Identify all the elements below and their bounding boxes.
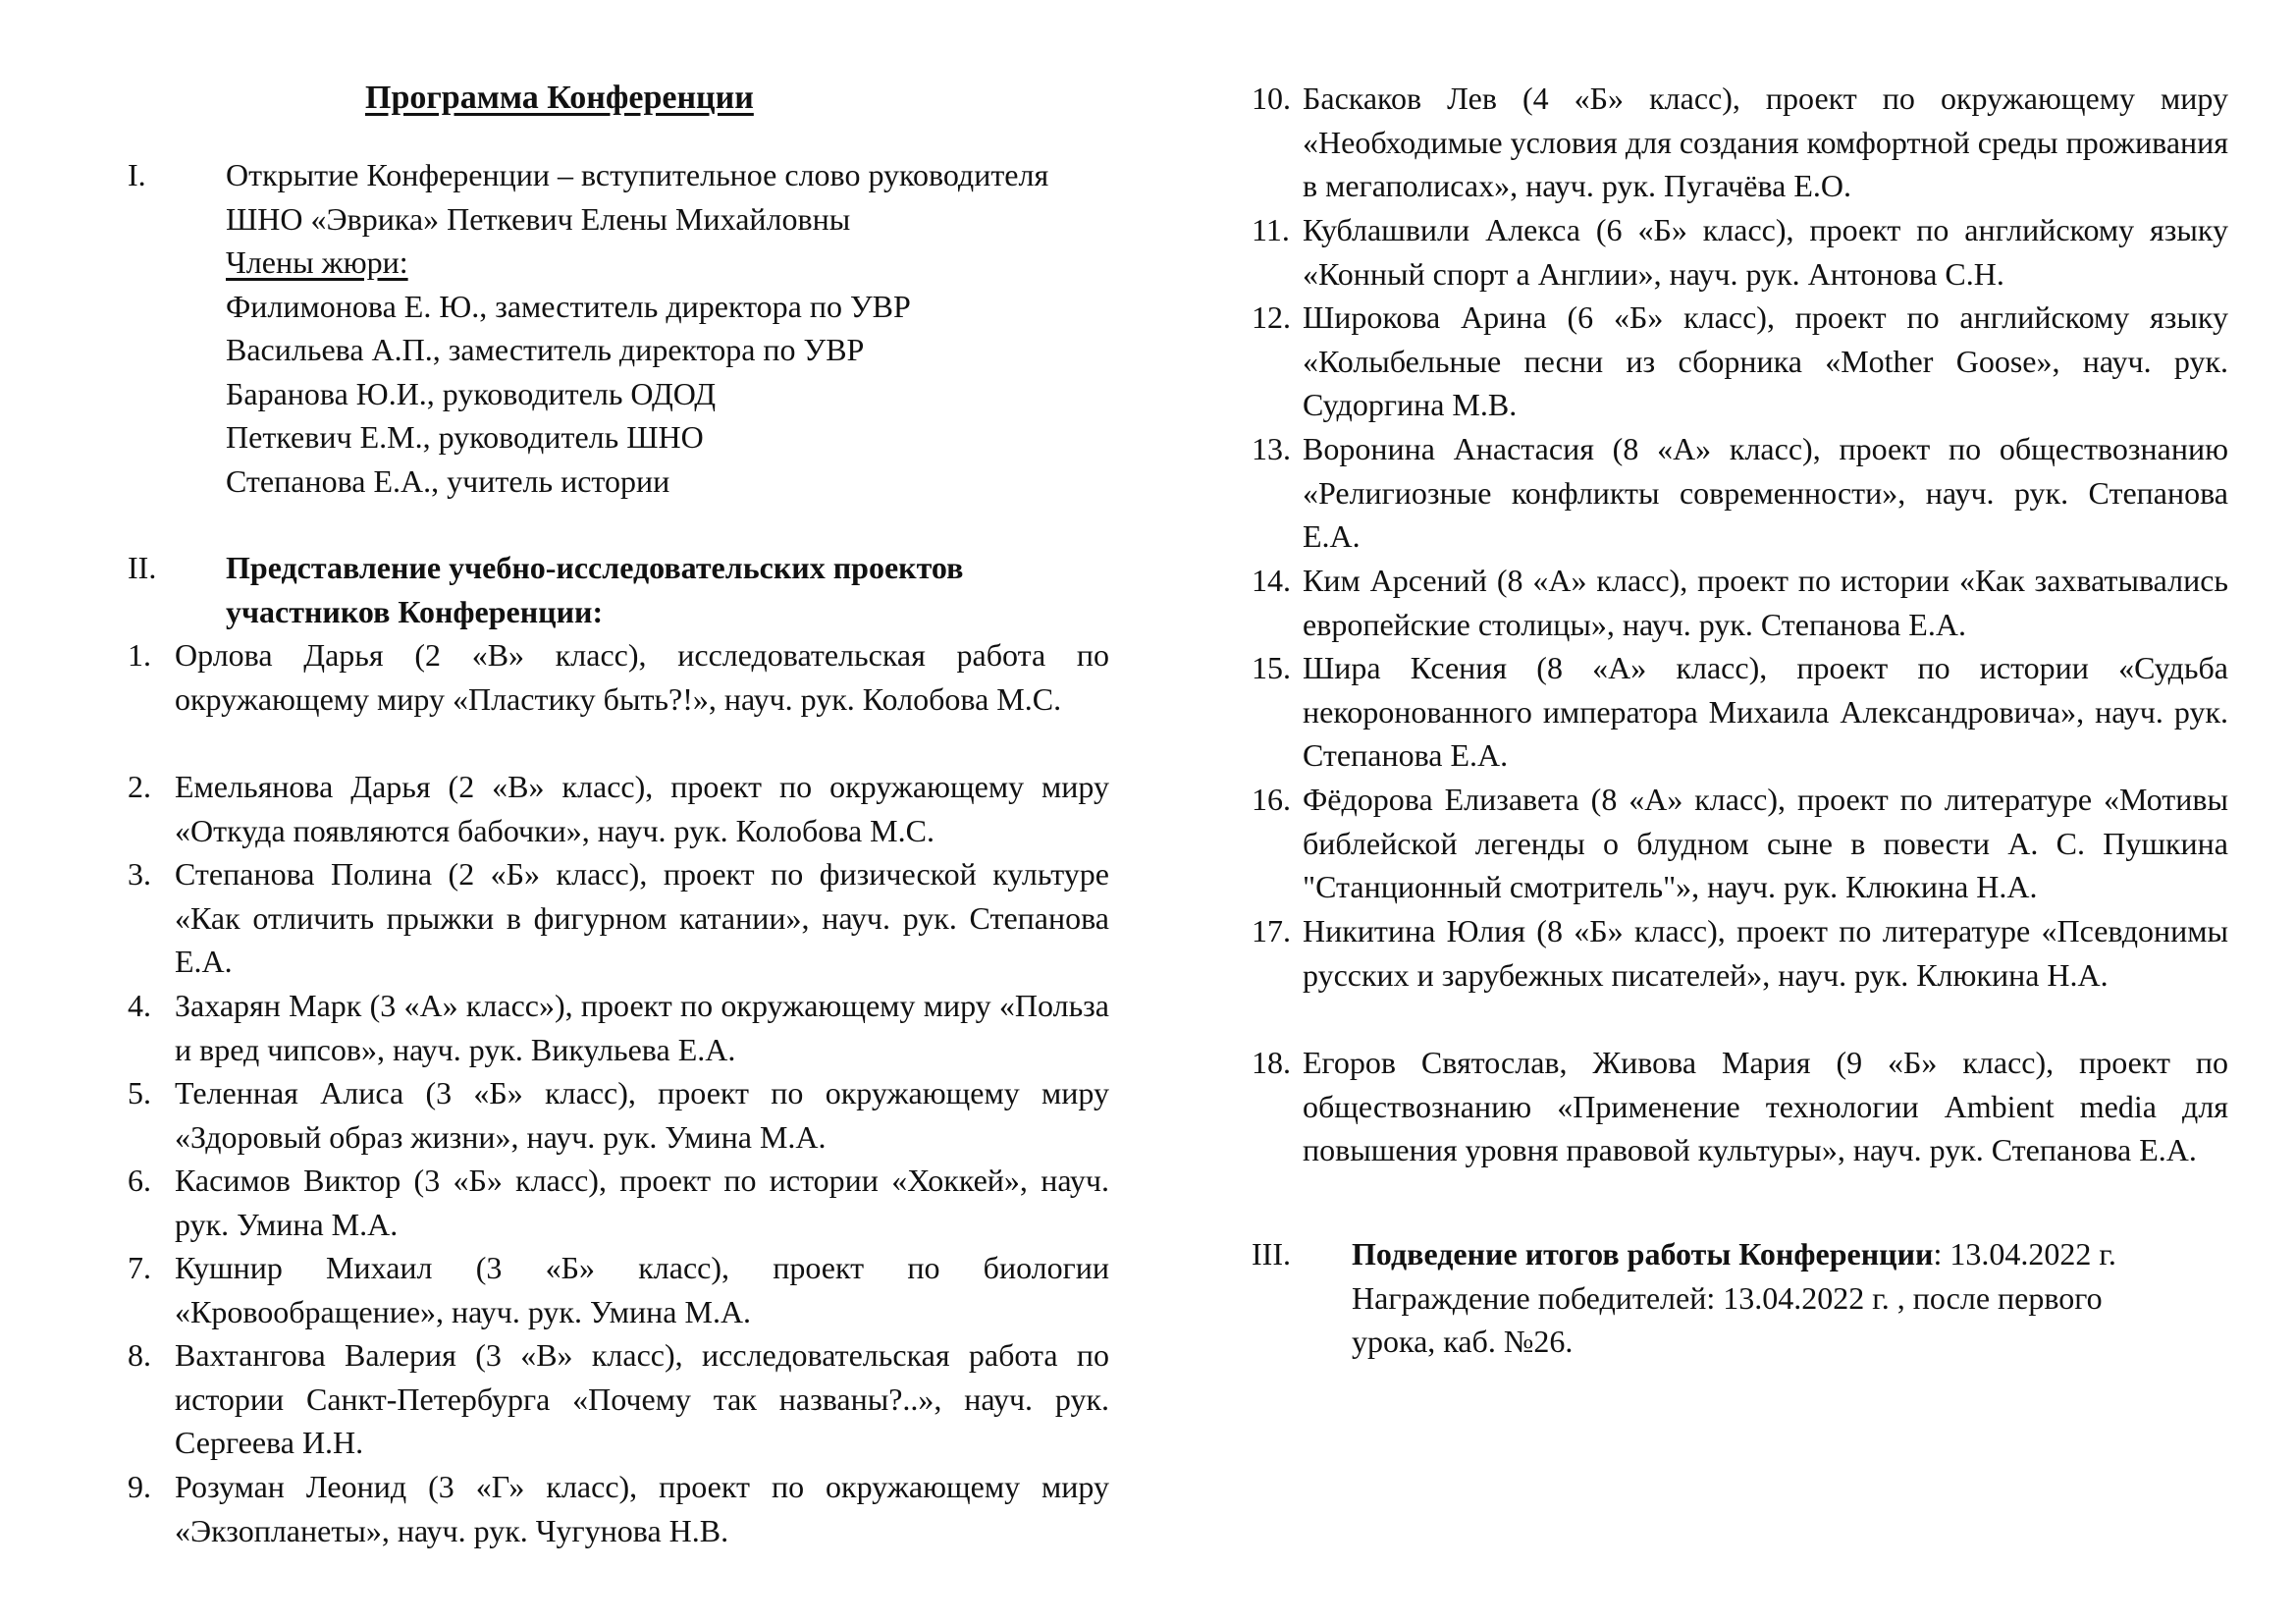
- list-item-text: Вахтангова Валерия (3 «В» класс), исследовательская работа по истории Санкт-Петербурга «Почему так названы?..», науч. рук. Сергеева И.Н.: [175, 1337, 1109, 1460]
- list-item-number: 16.: [1252, 782, 1291, 817]
- section-1-numeral: I.: [128, 157, 146, 192]
- section-3-date: : 13.04.2022 г.: [1933, 1236, 2116, 1272]
- section-2-numeral: II.: [128, 550, 157, 585]
- list-item-text: Баскаков Лев (4 «Б» класс), проект по окружающему миру «Необходимые условия для создания комфортной среды проживания в мегаполисах», науч. рук. Пугачёва Е.О.: [1303, 81, 2228, 203]
- list-item-text: Воронина Анастасия (8 «А» класс), проект по обществознанию «Религиозные конфликты современности», науч. рук. Степанова Е.А.: [1303, 431, 2228, 554]
- list-item-number: 10.: [1252, 81, 1291, 116]
- list-item-number: 15.: [1252, 650, 1291, 685]
- section-3-numeral: III.: [1252, 1236, 1291, 1272]
- list-item-number: 1.: [128, 637, 151, 673]
- jury-heading: Члены жюри:: [226, 244, 408, 280]
- list-item-number: 4.: [128, 988, 151, 1023]
- list-item-number: 9.: [128, 1469, 151, 1504]
- list-item-text: Ким Арсений (8 «А» класс), проект по истории «Как захватывались европейские столицы», науч. рук. Степанова Е.А.: [1303, 563, 2228, 642]
- list-item-text: Розуман Леонид (3 «Г» класс), проект по окружающему миру «Экзопланеты», науч. рук. Чугунова Н.В.: [175, 1469, 1109, 1548]
- list-item-text: Никитина Юлия (8 «Б» класс), проект по литературе «Псевдонимы русских и зарубежных писателей», науч. рук. Клюкина Н.А.: [1303, 913, 2228, 993]
- list-item-number: 12.: [1252, 299, 1291, 335]
- jury-member: Степанова Е.А., учитель истории: [226, 462, 670, 499]
- section-2-heading-line-2: участников Конференции:: [226, 593, 604, 629]
- section-1-body: [226, 153, 1048, 503]
- list-item-number: 7.: [128, 1250, 151, 1285]
- list-item-text: Теленная Алиса (3 «Б» класс), проект по окружающему миру «Здоровый образ жизни», науч. рук. Умина М.А.: [175, 1075, 1109, 1155]
- section-2-heading-line-1: Представление учебно-исследовательских проектов: [226, 550, 964, 585]
- list-item-text: Кублашвили Алекса (6 «Б» класс), проект по английскому языку «Конный спорт а Англии», науч. рук. Антонова С.Н.: [1303, 212, 2228, 292]
- list-item-text: Емельянова Дарья (2 «В» класс), проект по окружающему миру «Откуда появляются бабочки», науч. рук. Колобова М.С.: [175, 769, 1109, 848]
- list-item-text: Касимов Виктор (3 «Б» класс), проект по истории «Хоккей», науч. рук. Умина М.А.: [175, 1163, 1109, 1242]
- list-item-number: 17.: [1252, 913, 1291, 948]
- list-item-number: 13.: [1252, 431, 1291, 466]
- opening-line-1: Открытие Конференции – вступительное слово руководителя: [226, 157, 1049, 192]
- jury-member: Баранова Ю.И., руководитель ОДОД: [226, 375, 717, 411]
- list-item-number: 2.: [128, 769, 151, 804]
- section-2-heading: [226, 546, 963, 633]
- jury-member: Петкевич Е.М., руководитель ШНО: [226, 419, 704, 455]
- list-item-text: Егоров Святослав, Живова Мария (9 «Б» класс), проект по обществознанию «Применение технологии Ambient media для повышения уровня правовой культуры», науч. рук. Степанова Е.А.: [1303, 1045, 2228, 1167]
- jury-member: Васильева А.П., заместитель директора по УВР: [226, 332, 865, 367]
- list-item-number: 6.: [128, 1163, 151, 1198]
- section-3-line-2: Награждение победителей: 13.04.2022 г. , после первого: [1352, 1279, 2103, 1316]
- section-3-body: [1352, 1232, 2116, 1364]
- list-item-text: Широкова Арина (6 «Б» класс), проект по английскому языку «Колыбельные песни из сборника «Mother Goose», науч. рук. Судоргина М.В.: [1303, 299, 2228, 422]
- list-item-number: 8.: [128, 1337, 151, 1373]
- jury-member: Филимонова Е. Ю., заместитель директора по УВР: [226, 288, 911, 324]
- section-3-line-3: урока, каб. №26.: [1352, 1324, 1574, 1359]
- list-item-text: Шира Ксения (8 «А» класс), проект по истории «Судьба некоронованного императора Михаила Александровича», науч. рук. Степанова Е.А.: [1303, 650, 2228, 773]
- list-item-number: 11.: [1252, 212, 1290, 247]
- opening-line-2: ШНО «Эврика» Петкевич Елены Михайловны: [226, 200, 851, 237]
- list-item-text: Степанова Полина (2 «Б» класс), проект по физической культуре «Как отличить прыжки в фигурном катании», науч. рук. Степанова Е.А.: [175, 856, 1109, 979]
- section-3-line-1: [1352, 1232, 2116, 1276]
- list-item-text: Захарян Марк (3 «А» класс»), проект по окружающему миру «Польза и вред чипсов», науч. рук. Викульева Е.А.: [175, 988, 1109, 1067]
- list-item-number: 18.: [1252, 1045, 1291, 1080]
- list-item-text: Орлова Дарья (2 «В» класс), исследовательская работа по окружающему миру «Пластику быть?!», науч. рук. Колобова М.С.: [175, 637, 1109, 717]
- section-3-heading: Подведение итогов работы Конференции: [1352, 1236, 1934, 1272]
- list-item-text: Фёдорова Елизавета (8 «А» класс), проект по литературе «Мотивы библейской легенды о блудном сыне в повести А. С. Пушкина "Станционный смотритель"», науч. рук. Клюкина Н.А.: [1303, 782, 2228, 904]
- list-item-number: 3.: [128, 856, 151, 892]
- page-title: Программа Конференции: [365, 80, 754, 116]
- list-item-number: 14.: [1252, 563, 1291, 598]
- list-item-number: 5.: [128, 1075, 151, 1110]
- list-item-text: Кушнир Михаил (3 «Б» класс), проект по биологии «Кровообращение», науч. рук. Умина М.А.: [175, 1250, 1109, 1329]
